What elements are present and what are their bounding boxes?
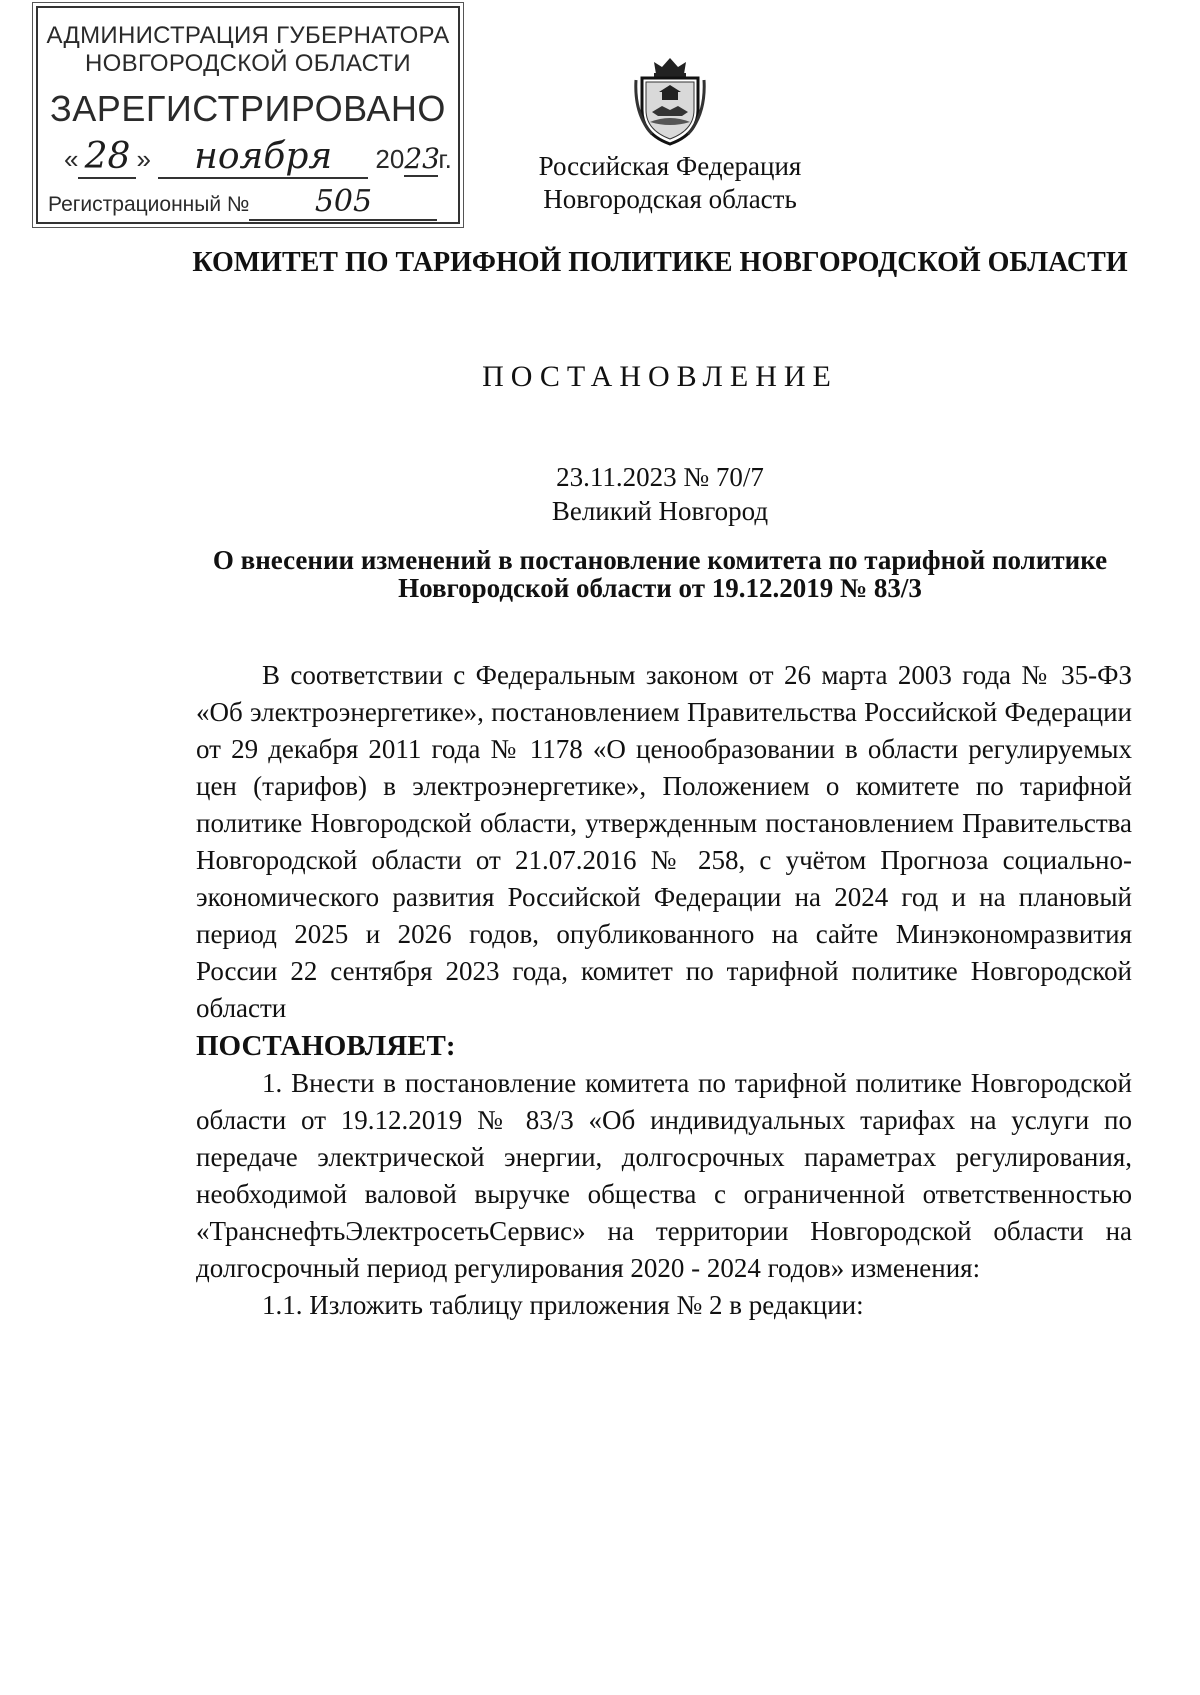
committee-title: КОМИТЕТ ПО ТАРИФНОЙ ПОЛИТИКЕ НОВГОРОДСКОЙ ОБЛАСТИ	[192, 247, 1128, 278]
region-name: Новгородская область	[543, 184, 797, 214]
document-date-number: 23.11.2023 № 70/7	[556, 462, 764, 492]
stamp-year-unit: г.	[438, 144, 452, 174]
stamp-org-line1: АДМИНИСТРАЦИЯ ГУБЕРНАТОРА	[46, 22, 450, 49]
item-1-1-paragraph: 1.1. Изложить таблицу приложения № 2 в редакции:	[262, 1290, 864, 1320]
stamp-registration-number	[48, 184, 437, 221]
document-type: ПОСТАНОВЛЕНИЕ	[482, 360, 838, 393]
stamp-reg-label: Регистрационный №	[48, 193, 250, 216]
stamp-org-line2: НОВГОРОДСКОЙ ОБЛАСТИ	[85, 50, 411, 77]
country-name: Российская Федерация	[538, 151, 802, 181]
item-1-paragraph: 1. Внести в постановление комитета по тарифной политике Новгородской области от 19.12.2019 № 83/3 «Об индивидуальных тарифах на услуги по передаче электрической энергии, долгосрочных параметрах регулирования, необходимой валовой выручке общества с ограниченной ответственностью «ТранснефтьЭлектросетьСервис» на территории Новгородской области на долгосрочный период регулирования 2020 - 2024 годов» изменения:	[196, 1068, 1132, 1283]
stamp-reg-number: 505	[249, 184, 437, 221]
document-subject: О внесении изменений в постановление комитета по тарифной политике Новгородской области от 19.12.2019 № 83/3	[212, 545, 1108, 603]
stamp-year-prefix: 20	[375, 144, 405, 174]
stamp-month: ноября	[158, 136, 368, 179]
decree-heading: ПОСТАНОВЛЯЕТ:	[196, 1030, 456, 1062]
document-city: Великий Новгород	[551, 496, 769, 526]
stamp-day: 28	[78, 136, 136, 179]
registration-stamp	[36, 6, 460, 224]
federation-header	[495, 150, 845, 216]
stamp-year-suffix: 23	[404, 142, 440, 175]
preamble-paragraph: В соответствии с Федеральным законом от 26 марта 2003 года № 35-ФЗ «Об электроэнергетике», постановлением Правительства Российской Федерации от 29 декабря 2011 года № 1178 «О ценообразовании в области регулируемых цен (тарифов) в электроэнергетике», Положением о комитете по тарифной политике Новгородской области, утвержденным постановлением Правительства Новгородской области от 21.07.2016 № 258, с учётом Прогноза социально-экономического развития Российской Федерации на 2024 год и на плановый период 2025 и 2026 годов, опубликованного на сайте Минэкономразвития России 22 сентября 2023 года, комитет по тарифной политике Новгородской области	[196, 660, 1132, 1023]
stamp-registered: ЗАРЕГИСТРИРОВАНО	[50, 88, 446, 129]
coat-of-arms-icon	[632, 54, 708, 146]
stamp-date: « 28 » ноября 2023г.	[64, 136, 452, 177]
document-date-block	[180, 460, 1140, 528]
document-body	[196, 657, 1132, 1324]
